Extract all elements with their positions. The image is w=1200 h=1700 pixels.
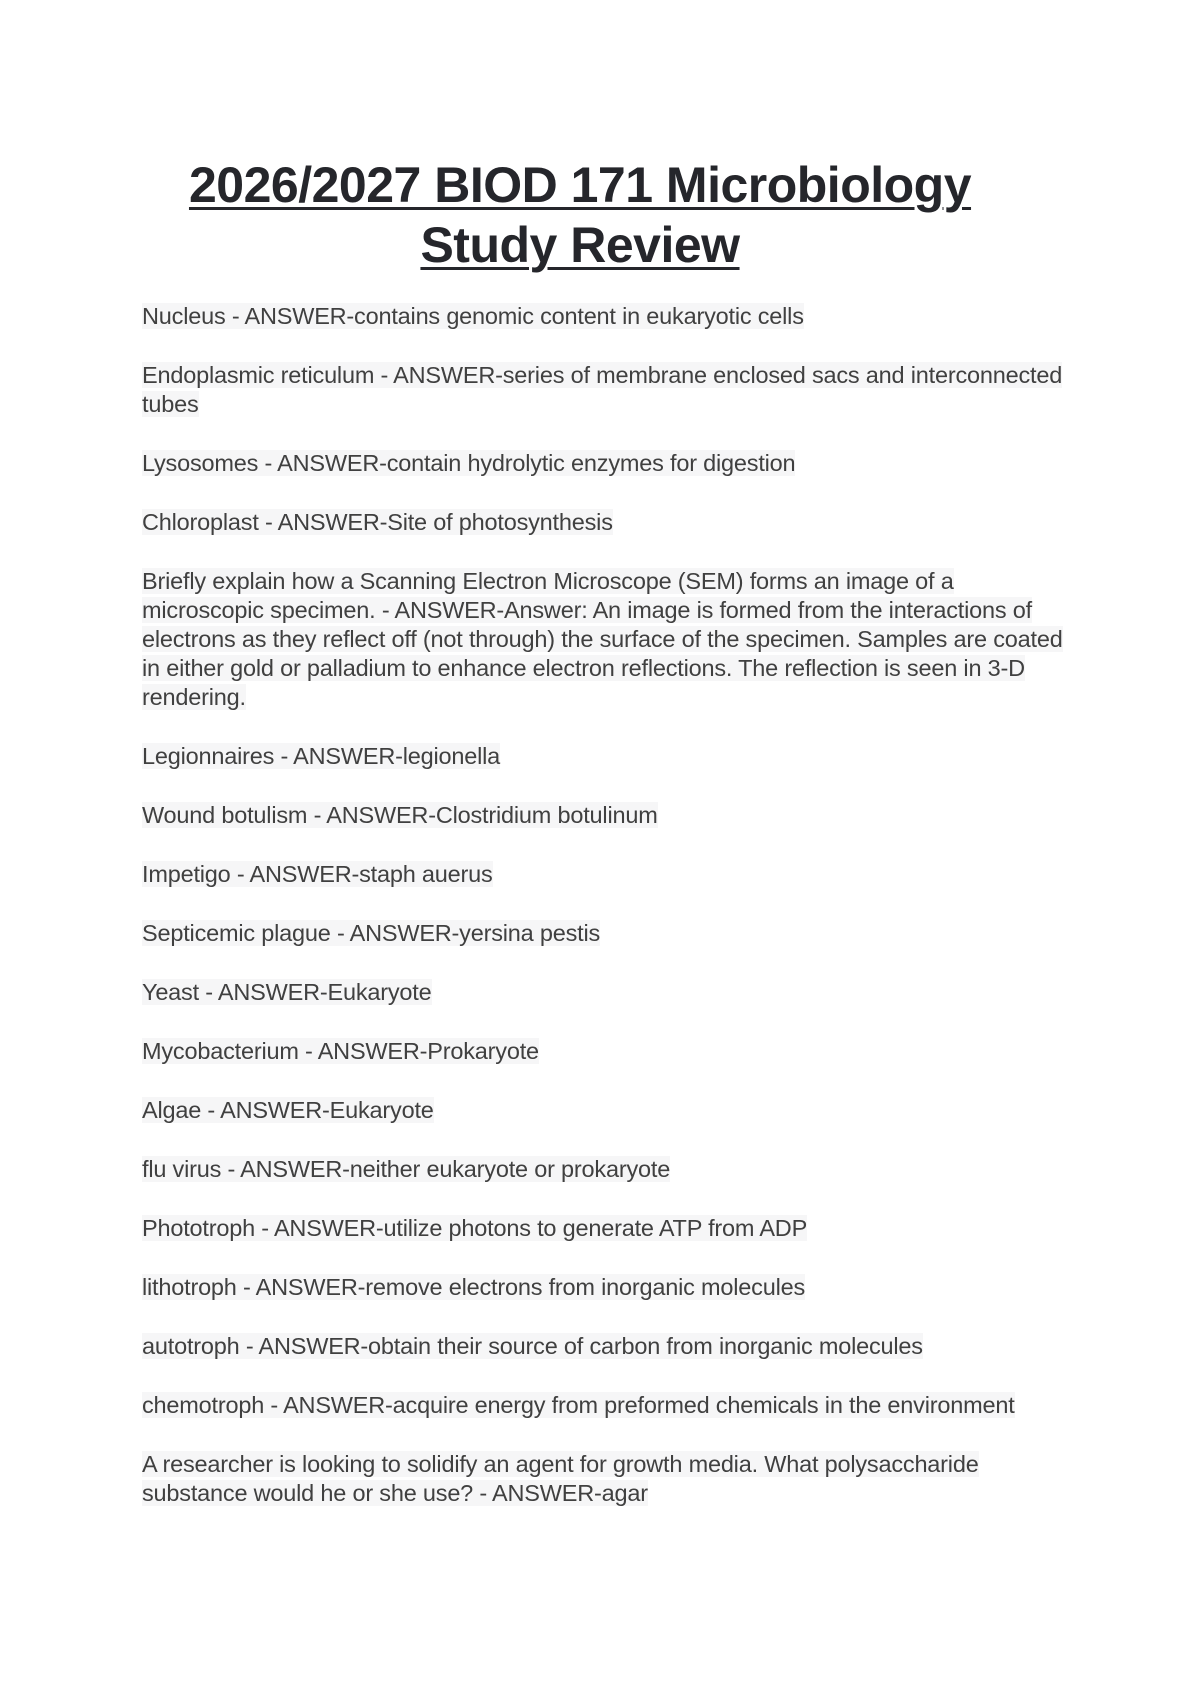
qa-entry-text: Chloroplast - ANSWER-Site of photosynthesis xyxy=(142,509,613,535)
qa-entry-wound-botulism xyxy=(142,801,1072,830)
qa-entry-text: Wound botulism - ANSWER-Clostridium botulinum xyxy=(142,802,658,828)
qa-entry-legionnaires xyxy=(142,742,1072,771)
qa-entry-yeast xyxy=(142,978,1072,1007)
qa-entry-text: Briefly explain how a Scanning Electron Microscope (SEM) forms an image of a microscopic specimen. - ANSWER-Answer: An image is formed from the interactions of electrons as they reflect off (not through) the surface of the specimen. Samples are coated in either gold or palladium to enhance electron reflections. The reflection is seen in 3-D rendering. xyxy=(142,568,1063,710)
qa-entry-text: Algae - ANSWER-Eukaryote xyxy=(142,1097,434,1123)
title-line-2: Study Review xyxy=(420,217,740,273)
qa-entry-text: flu virus - ANSWER-neither eukaryote or prokaryote xyxy=(142,1156,671,1182)
qa-entry-text: Yeast - ANSWER-Eukaryote xyxy=(142,979,432,1005)
qa-entry-text: Impetigo - ANSWER-staph auerus xyxy=(142,861,493,887)
qa-entry-endoplasmic-reticulum xyxy=(142,361,1072,419)
qa-entry-nucleus xyxy=(142,302,1072,331)
qa-entry-text: lithotroph - ANSWER-remove electrons from inorganic molecules xyxy=(142,1274,806,1300)
qa-entry-sem xyxy=(142,567,1072,712)
qa-entry-text: Mycobacterium - ANSWER-Prokaryote xyxy=(142,1038,539,1064)
qa-entry-text: Lysosomes - ANSWER-contain hydrolytic enzymes for digestion xyxy=(142,450,796,476)
qa-list xyxy=(142,302,1072,1538)
qa-entry-text: autotroph - ANSWER-obtain their source of carbon from inorganic molecules xyxy=(142,1333,923,1359)
qa-entry-impetigo xyxy=(142,860,1072,889)
qa-entry-text: Phototroph - ANSWER-utilize photons to generate ATP from ADP xyxy=(142,1215,808,1241)
qa-entry-algae xyxy=(142,1096,1072,1125)
qa-entry-lysosomes xyxy=(142,449,1072,478)
qa-entry-lithotroph xyxy=(142,1273,1072,1302)
title-line-1: 2026/2027 BIOD 171 Microbiology xyxy=(188,157,972,213)
qa-entry-mycobacterium xyxy=(142,1037,1072,1066)
qa-entry-text: A researcher is looking to solidify an agent for growth media. What polysaccharide substance would he or she use? - ANSWER-agar xyxy=(142,1451,979,1506)
qa-entry-chemotroph xyxy=(142,1391,1072,1420)
qa-entry-septicemic-plague xyxy=(142,919,1072,948)
document-title xyxy=(140,155,1020,275)
qa-entry-phototroph xyxy=(142,1214,1072,1243)
qa-entry-text: Nucleus - ANSWER-contains genomic content in eukaryotic cells xyxy=(142,303,804,329)
qa-entry-text: chemotroph - ANSWER-acquire energy from preformed chemicals in the environment xyxy=(142,1392,1015,1418)
qa-entry-agar xyxy=(142,1450,1072,1508)
qa-entry-text: Legionnaires - ANSWER-legionella xyxy=(142,743,501,769)
qa-entry-text: Endoplasmic reticulum - ANSWER-series of membrane enclosed sacs and interconnected tubes xyxy=(142,362,1063,417)
qa-entry-chloroplast xyxy=(142,508,1072,537)
qa-entry-flu-virus xyxy=(142,1155,1072,1184)
qa-entry-text: Septicemic plague - ANSWER-yersina pestis xyxy=(142,920,601,946)
qa-entry-autotroph xyxy=(142,1332,1072,1361)
